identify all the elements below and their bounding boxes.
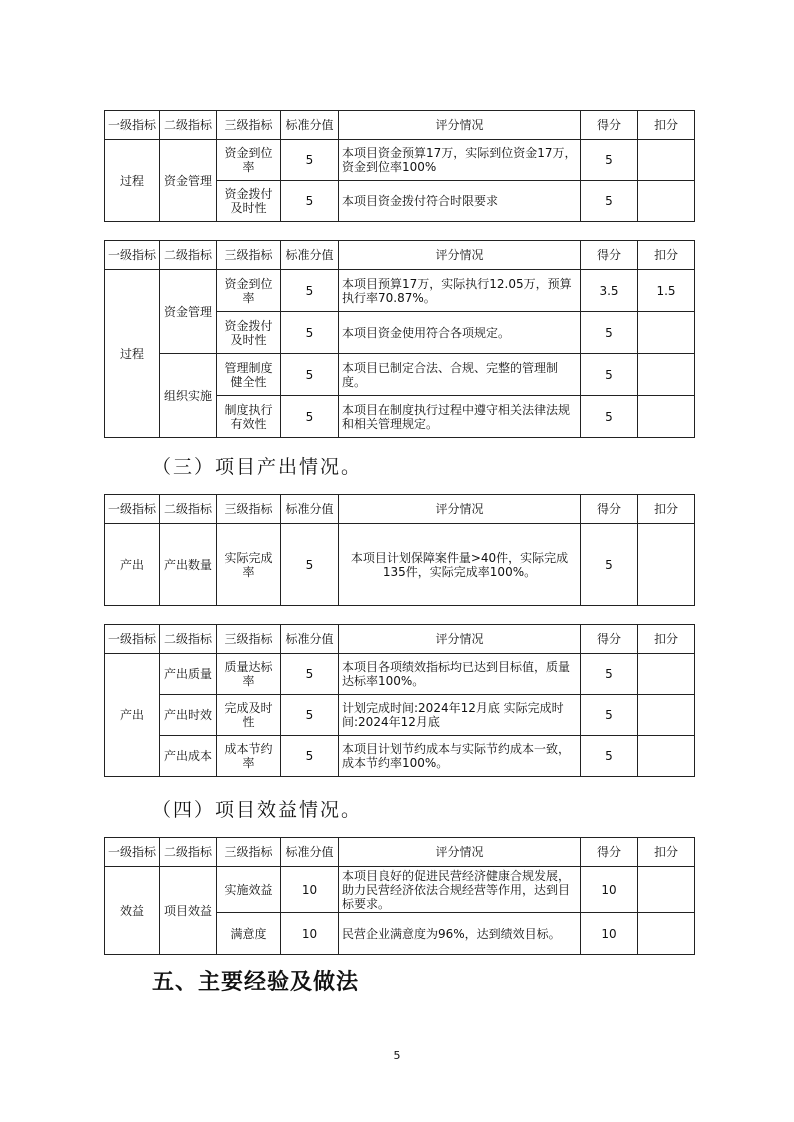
header-cell: 得分 [581, 241, 638, 270]
score-cell: 5 [581, 695, 638, 736]
level3-cell: 实际完成率 [217, 524, 281, 606]
table-header-row [105, 111, 695, 140]
level3-cell: 质量达标率 [217, 654, 281, 695]
header-cell: 一级指标 [105, 838, 160, 867]
level1-cell: 效益 [105, 867, 160, 955]
heading-main-experience: 五、主要经验及做法 [152, 970, 360, 995]
deduction-cell [638, 867, 695, 913]
header-cell: 三级指标 [217, 495, 281, 524]
score-cell: 5 [581, 396, 638, 438]
level3-cell: 资金拨付及时性 [217, 312, 281, 354]
table-header-row [105, 241, 695, 270]
table-process-1 [104, 110, 695, 222]
desc-cell: 本项目已制定合法、合规、完整的管理制度。 [339, 354, 581, 396]
header-cell: 三级指标 [217, 625, 281, 654]
level1-cell: 产出 [105, 654, 160, 777]
header-cell: 得分 [581, 625, 638, 654]
header-cell: 一级指标 [105, 241, 160, 270]
std-cell: 5 [281, 396, 339, 438]
std-cell: 5 [281, 654, 339, 695]
header-cell: 标准分值 [281, 111, 339, 140]
table-row [105, 354, 695, 396]
header-cell: 得分 [581, 495, 638, 524]
level3-cell: 满意度 [217, 913, 281, 955]
table-row [105, 695, 695, 736]
header-cell: 三级指标 [217, 838, 281, 867]
std-cell: 5 [281, 312, 339, 354]
level3-cell: 完成及时性 [217, 695, 281, 736]
desc-cell: 本项目资金拨付符合时限要求 [339, 181, 581, 222]
deduction-cell [638, 524, 695, 606]
header-cell: 评分情况 [339, 241, 581, 270]
score-cell: 5 [581, 736, 638, 777]
header-cell: 三级指标 [217, 241, 281, 270]
deduction-cell [638, 654, 695, 695]
header-cell: 标准分值 [281, 495, 339, 524]
section-heading-output: （三）项目产出情况。 [152, 456, 363, 478]
std-cell: 10 [281, 867, 339, 913]
score-cell: 5 [581, 354, 638, 396]
page-number: 5 [393, 1049, 401, 1062]
score-cell: 3.5 [581, 270, 638, 312]
score-cell: 10 [581, 913, 638, 955]
desc-cell: 本项目计划保障案件量>40件，实际完成135件，实际完成率100%。 [339, 524, 581, 606]
std-cell: 5 [281, 181, 339, 222]
deduction-cell: 1.5 [638, 270, 695, 312]
header-cell: 扣分 [638, 495, 695, 524]
desc-cell: 本项目计划节约成本与实际节约成本一致，成本节约率100%。 [339, 736, 581, 777]
level2-cell: 项目效益 [160, 867, 217, 955]
table-benefit [104, 837, 695, 955]
level2-cell: 资金管理 [160, 140, 217, 222]
level3-cell: 制度执行有效性 [217, 396, 281, 438]
header-cell: 二级指标 [160, 111, 217, 140]
level3-cell: 实施效益 [217, 867, 281, 913]
level2-cell: 产出成本 [160, 736, 217, 777]
header-cell: 扣分 [638, 625, 695, 654]
header-cell: 扣分 [638, 838, 695, 867]
deduction-cell [638, 181, 695, 222]
deduction-cell [638, 736, 695, 777]
header-cell: 得分 [581, 111, 638, 140]
deduction-cell [638, 695, 695, 736]
table-output-2 [104, 624, 695, 777]
table-row [105, 270, 695, 312]
table-output-1 [104, 494, 695, 606]
level2-cell: 组织实施 [160, 354, 217, 438]
table-row [105, 736, 695, 777]
level3-cell: 资金到位率 [217, 270, 281, 312]
std-cell: 10 [281, 913, 339, 955]
header-cell: 一级指标 [105, 625, 160, 654]
header-cell: 二级指标 [160, 241, 217, 270]
desc-cell: 民营企业满意度为96%，达到绩效目标。 [339, 913, 581, 955]
desc-cell: 本项目资金预算17万，实际到位资金17万，资金到位率100% [339, 140, 581, 181]
header-cell: 标准分值 [281, 241, 339, 270]
level2-cell: 资金管理 [160, 270, 217, 354]
level2-cell: 产出时效 [160, 695, 217, 736]
table-row [105, 140, 695, 181]
header-cell: 评分情况 [339, 495, 581, 524]
header-cell: 一级指标 [105, 495, 160, 524]
table-row [105, 867, 695, 913]
std-cell: 5 [281, 695, 339, 736]
section-heading-benefit: （四）项目效益情况。 [152, 799, 363, 821]
level2-cell: 产出数量 [160, 524, 217, 606]
desc-cell: 本项目各项绩效指标均已达到目标值，质量达标率100%。 [339, 654, 581, 695]
std-cell: 5 [281, 270, 339, 312]
score-cell: 5 [581, 140, 638, 181]
level1-cell: 过程 [105, 270, 160, 438]
score-cell: 5 [581, 312, 638, 354]
header-cell: 评分情况 [339, 625, 581, 654]
desc-cell: 本项目预算17万，实际执行12.05万，预算执行率70.87%。 [339, 270, 581, 312]
header-cell: 标准分值 [281, 625, 339, 654]
level2-cell: 产出质量 [160, 654, 217, 695]
header-cell: 标准分值 [281, 838, 339, 867]
score-cell: 5 [581, 524, 638, 606]
header-cell: 得分 [581, 838, 638, 867]
header-cell: 二级指标 [160, 495, 217, 524]
header-cell: 二级指标 [160, 625, 217, 654]
header-cell: 扣分 [638, 241, 695, 270]
header-cell: 二级指标 [160, 838, 217, 867]
deduction-cell [638, 354, 695, 396]
std-cell: 5 [281, 354, 339, 396]
score-cell: 10 [581, 867, 638, 913]
std-cell: 5 [281, 524, 339, 606]
desc-cell: 计划完成时间:2024年12月底 实际完成时间:2024年12月底 [339, 695, 581, 736]
level3-cell: 资金到位率 [217, 140, 281, 181]
desc-cell: 本项目良好的促进民营经济健康合规发展，助力民营经济依法合规经营等作用，达到目标要求。 [339, 867, 581, 913]
table-process-2 [104, 240, 695, 438]
level1-cell: 产出 [105, 524, 160, 606]
header-cell: 扣分 [638, 111, 695, 140]
table-header-row [105, 625, 695, 654]
desc-cell: 本项目在制度执行过程中遵守相关法律法规和相关管理规定。 [339, 396, 581, 438]
deduction-cell [638, 396, 695, 438]
level3-cell: 资金拨付及时性 [217, 181, 281, 222]
score-cell: 5 [581, 181, 638, 222]
table-header-row [105, 495, 695, 524]
level3-cell: 管理制度健全性 [217, 354, 281, 396]
level1-cell: 过程 [105, 140, 160, 222]
deduction-cell [638, 913, 695, 955]
table-row [105, 654, 695, 695]
header-cell: 一级指标 [105, 111, 160, 140]
header-cell: 三级指标 [217, 111, 281, 140]
std-cell: 5 [281, 140, 339, 181]
table-row [105, 524, 695, 606]
score-cell: 5 [581, 654, 638, 695]
deduction-cell [638, 312, 695, 354]
level3-cell: 成本节约率 [217, 736, 281, 777]
header-cell: 评分情况 [339, 838, 581, 867]
header-cell: 评分情况 [339, 111, 581, 140]
std-cell: 5 [281, 736, 339, 777]
table-header-row [105, 838, 695, 867]
deduction-cell [638, 140, 695, 181]
desc-cell: 本项目资金使用符合各项规定。 [339, 312, 581, 354]
